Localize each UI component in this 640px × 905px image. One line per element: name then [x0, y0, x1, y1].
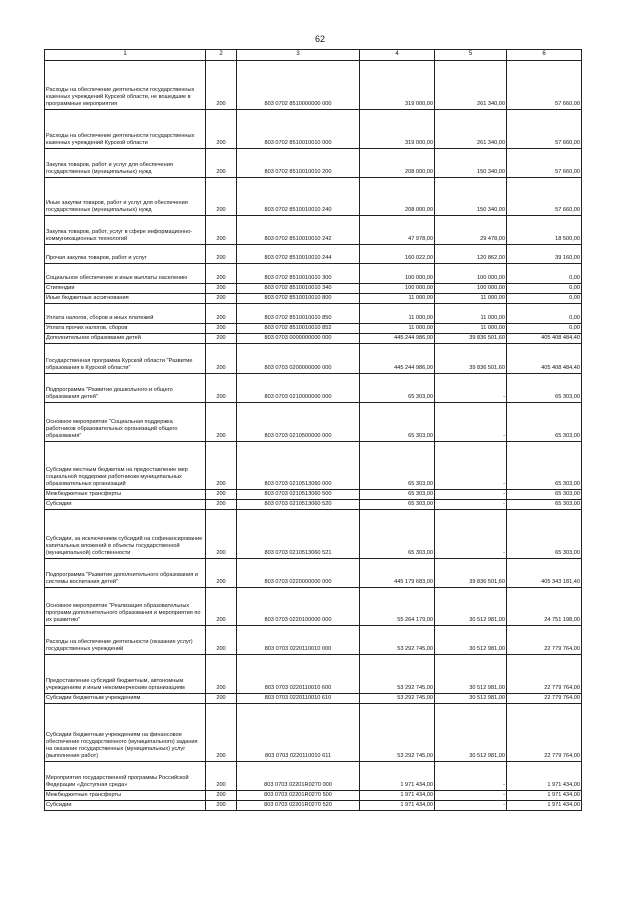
row-name: Стипендии	[45, 284, 206, 294]
row-amount-col4: 445 179 683,00	[360, 559, 435, 588]
row-amount-col5: 30 512 981,00	[435, 626, 507, 655]
table-row	[45, 791, 582, 801]
row-amount-col5: 150 340,00	[435, 178, 507, 216]
row-grbs: 200	[206, 403, 237, 442]
row-name: Социальное обеспечение и иные выплаты населению	[45, 264, 206, 284]
row-amount-col5: 120 862,00	[435, 245, 507, 264]
row-amount-col6: 65 303,00	[507, 510, 582, 559]
table-row	[45, 324, 582, 334]
row-amount-col4: 65 303,00	[360, 490, 435, 500]
row-name: Субсидии бюджетным учреждениям на финансовое обеспечение государственного (муниципального) задания на оказание государственных (муниципальных) услуг (выполнение работ)	[45, 704, 206, 762]
row-amount-col5: 11 000,00	[435, 294, 507, 304]
table-header-row	[45, 50, 582, 61]
table-row	[45, 374, 582, 403]
column-header: 6	[507, 50, 582, 61]
row-grbs: 200	[206, 510, 237, 559]
row-amount-col6: 18 500,00	[507, 216, 582, 245]
row-amount-col6: 65 303,00	[507, 442, 582, 490]
row-grbs: 200	[206, 110, 237, 149]
row-amount-col4: 65 303,00	[360, 510, 435, 559]
row-amount-col5: -	[435, 762, 507, 791]
row-amount-col4: 319 000,00	[360, 61, 435, 110]
table-row	[45, 216, 582, 245]
row-name: Подпрограмма "Развитие дошкольного и общего образования детей"	[45, 374, 206, 403]
row-amount-col4: 53 292 745,00	[360, 694, 435, 704]
row-amount-col4: 11 000,00	[360, 324, 435, 334]
row-amount-col6: 22 779 764,00	[507, 704, 582, 762]
table-row	[45, 442, 582, 490]
row-grbs: 200	[206, 655, 237, 694]
row-grbs: 200	[206, 500, 237, 510]
table-row	[45, 334, 582, 344]
column-header: 2	[206, 50, 237, 61]
row-amount-col6: 22 779 764,00	[507, 655, 582, 694]
row-name: Субсидии	[45, 500, 206, 510]
row-amount-col6: 0,00	[507, 284, 582, 294]
row-amount-col6: 0,00	[507, 294, 582, 304]
row-budget-code: 803 0703 0210000000 000	[237, 374, 360, 403]
row-budget-code: 803 0703 0210513060 000	[237, 442, 360, 490]
row-amount-col4: 53 292 745,00	[360, 626, 435, 655]
row-budget-code: 803 0703 0210513060 520	[237, 500, 360, 510]
table-row	[45, 704, 582, 762]
table-row	[45, 61, 582, 110]
row-amount-col5: 30 512 981,00	[435, 694, 507, 704]
row-amount-col5: 30 512 981,00	[435, 655, 507, 694]
table-row	[45, 500, 582, 510]
row-amount-col5: -	[435, 791, 507, 801]
row-amount-col6: 1 971 434,00	[507, 801, 582, 811]
table-row	[45, 284, 582, 294]
row-amount-col6: 65 303,00	[507, 374, 582, 403]
row-amount-col4: 53 292 745,00	[360, 704, 435, 762]
row-budget-code: 803 0703 02201R0270 000	[237, 762, 360, 791]
column-header: 1	[45, 50, 206, 61]
row-grbs: 200	[206, 61, 237, 110]
row-amount-col5: -	[435, 442, 507, 490]
row-amount-col6: 405 408 484,40	[507, 344, 582, 374]
row-grbs: 200	[206, 626, 237, 655]
row-amount-col4: 1 971 434,00	[360, 762, 435, 791]
row-budget-code: 803 0703 0220000000 000	[237, 559, 360, 588]
row-amount-col4: 100 000,00	[360, 284, 435, 294]
page-number: 62	[314, 34, 325, 44]
row-budget-code: 803 0703 02201R0270 520	[237, 801, 360, 811]
row-amount-col5: 11 000,00	[435, 304, 507, 324]
row-grbs: 200	[206, 264, 237, 284]
row-name: Субсидии бюджетным учреждениям	[45, 694, 206, 704]
table-row	[45, 245, 582, 264]
row-amount-col4: 160 022,00	[360, 245, 435, 264]
row-amount-col6: 57 660,00	[507, 178, 582, 216]
row-amount-col6: 405 408 484,40	[507, 334, 582, 344]
row-amount-col4: 445 244 986,00	[360, 334, 435, 344]
row-grbs: 200	[206, 344, 237, 374]
row-amount-col4: 11 000,00	[360, 294, 435, 304]
row-budget-code: 803 0703 0000000000 000	[237, 334, 360, 344]
column-header: 3	[237, 50, 360, 61]
row-budget-code: 803 0703 0210513060 500	[237, 490, 360, 500]
table-row	[45, 178, 582, 216]
row-amount-col4: 208 000,00	[360, 178, 435, 216]
row-name: Государственная программа Курской области "Развитие образования в Курской области"	[45, 344, 206, 374]
budget-table	[44, 49, 582, 811]
row-amount-col6: 65 303,00	[507, 500, 582, 510]
row-budget-code: 803 0702 8510010010 340	[237, 284, 360, 294]
row-amount-col5: -	[435, 403, 507, 442]
table-row	[45, 403, 582, 442]
row-amount-col5: -	[435, 490, 507, 500]
row-amount-col5: 100 000,00	[435, 264, 507, 284]
row-budget-code: 803 0703 0220110010 000	[237, 626, 360, 655]
row-grbs: 200	[206, 284, 237, 294]
table-row	[45, 344, 582, 374]
row-name: Субсидии, за исключением субсидий на софинансирование капитальных вложений в объекты государственной (муниципальной) собственности	[45, 510, 206, 559]
row-budget-code: 803 0702 8510000000 000	[237, 61, 360, 110]
row-amount-col6: 57 660,00	[507, 149, 582, 178]
row-grbs: 200	[206, 559, 237, 588]
row-amount-col5: 30 512 981,00	[435, 704, 507, 762]
row-name: Субсидии местным бюджетам на предоставление мер социальной поддержки работникам муниципальных образовательных организаций	[45, 442, 206, 490]
row-grbs: 200	[206, 216, 237, 245]
row-budget-code: 803 0702 8510010010 800	[237, 294, 360, 304]
row-name: Закупка товаров, работ и услуг для обеспечения государственных (муниципальных) нужд	[45, 149, 206, 178]
row-name: Расходы на обеспечение деятельности государственных казенных учреждений Курской области, не вошедшие в программные мероприятия	[45, 61, 206, 110]
table-body	[45, 61, 582, 811]
row-budget-code: 803 0702 8510010010 850	[237, 304, 360, 324]
row-amount-col6: 22 779 764,00	[507, 626, 582, 655]
row-name: Закупка товаров, работ, услуг в сфере информационно-коммуникационных технологий	[45, 216, 206, 245]
table-row	[45, 110, 582, 149]
table-row	[45, 559, 582, 588]
row-amount-col6: 65 303,00	[507, 490, 582, 500]
column-header: 5	[435, 50, 507, 61]
row-name: Межбюджетные трансферты	[45, 791, 206, 801]
row-budget-code: 803 0703 0210513060 521	[237, 510, 360, 559]
row-amount-col6: 0,00	[507, 264, 582, 284]
row-amount-col6: 0,00	[507, 304, 582, 324]
row-amount-col4: 55 264 179,00	[360, 588, 435, 626]
row-amount-col4: 65 303,00	[360, 500, 435, 510]
row-grbs: 200	[206, 490, 237, 500]
row-amount-col5: 11 000,00	[435, 324, 507, 334]
row-amount-col6: 24 751 198,00	[507, 588, 582, 626]
table-row	[45, 510, 582, 559]
row-budget-code: 803 0703 0210500000 000	[237, 403, 360, 442]
row-name: Предоставление субсидий бюджетным, автономным учреждениям и иным некоммерческим организациям	[45, 655, 206, 694]
row-amount-col4: 65 303,00	[360, 374, 435, 403]
row-amount-col6: 57 660,00	[507, 110, 582, 149]
table-row	[45, 294, 582, 304]
row-amount-col5: -	[435, 374, 507, 403]
row-name: Основное мероприятие "Социальная поддержка работников образовательных организаций общего образования"	[45, 403, 206, 442]
row-amount-col4: 65 303,00	[360, 403, 435, 442]
row-name: Иные закупки товаров, работ и услуг для обеспечения государственных (муниципальных) нужд	[45, 178, 206, 216]
column-header: 4	[360, 50, 435, 61]
row-grbs: 200	[206, 791, 237, 801]
row-amount-col5: 261 340,00	[435, 61, 507, 110]
row-grbs: 200	[206, 694, 237, 704]
table-row	[45, 762, 582, 791]
row-grbs: 200	[206, 588, 237, 626]
row-amount-col5: 150 340,00	[435, 149, 507, 178]
row-amount-col4: 11 000,00	[360, 304, 435, 324]
row-amount-col4: 208 000,00	[360, 149, 435, 178]
table-row	[45, 626, 582, 655]
row-budget-code: 803 0702 8510010010 200	[237, 149, 360, 178]
row-grbs: 200	[206, 324, 237, 334]
row-budget-code: 803 0703 0220110010 611	[237, 704, 360, 762]
row-amount-col5: 30 512 981,00	[435, 588, 507, 626]
row-amount-col4: 65 303,00	[360, 442, 435, 490]
row-name: Расходы на обеспечение деятельности государственных казенных учреждений Курской области	[45, 110, 206, 149]
table-row	[45, 490, 582, 500]
row-amount-col5: -	[435, 801, 507, 811]
table-row	[45, 264, 582, 284]
row-budget-code: 803 0703 0220100000 000	[237, 588, 360, 626]
row-name: Иные бюджетные ассигнования	[45, 294, 206, 304]
row-grbs: 200	[206, 762, 237, 791]
table-row	[45, 801, 582, 811]
row-amount-col5: -	[435, 510, 507, 559]
row-amount-col5: -	[435, 500, 507, 510]
row-grbs: 200	[206, 334, 237, 344]
table-row	[45, 655, 582, 694]
row-amount-col4: 445 244 986,00	[360, 344, 435, 374]
row-grbs: 200	[206, 374, 237, 403]
row-grbs: 200	[206, 704, 237, 762]
row-amount-col6: 39 160,00	[507, 245, 582, 264]
row-name: Межбюджетные трансферты	[45, 490, 206, 500]
row-amount-col5: 39 836 501,60	[435, 334, 507, 344]
row-amount-col5: 39 836 501,60	[435, 344, 507, 374]
row-budget-code: 803 0702 8510010010 242	[237, 216, 360, 245]
row-amount-col5: 29 478,00	[435, 216, 507, 245]
row-budget-code: 803 0702 8510010010 244	[237, 245, 360, 264]
row-amount-col6: 65 303,00	[507, 403, 582, 442]
row-grbs: 200	[206, 801, 237, 811]
row-budget-code: 803 0703 0200000000 000	[237, 344, 360, 374]
row-amount-col5: 39 836 501,60	[435, 559, 507, 588]
row-amount-col5: 100 000,00	[435, 284, 507, 294]
row-name: Дополнительное образование детей	[45, 334, 206, 344]
table-row	[45, 304, 582, 324]
row-amount-col4: 319 000,00	[360, 110, 435, 149]
row-budget-code: 803 0703 02201R0270 500	[237, 791, 360, 801]
row-name: Прочая закупка товаров, работ и услуг	[45, 245, 206, 264]
row-grbs: 200	[206, 245, 237, 264]
row-amount-col5: 261 340,00	[435, 110, 507, 149]
row-grbs: 200	[206, 178, 237, 216]
row-name: Уплата налогов, сборов и иных платежей	[45, 304, 206, 324]
row-grbs: 200	[206, 149, 237, 178]
row-grbs: 200	[206, 442, 237, 490]
row-amount-col4: 47 978,00	[360, 216, 435, 245]
row-amount-col6: 57 660,00	[507, 61, 582, 110]
row-grbs: 200	[206, 304, 237, 324]
row-name: Уплата прочих налогов, сборов	[45, 324, 206, 334]
row-name: Мероприятия государственной программы Российской Федерации «Доступная среда»	[45, 762, 206, 791]
table-row	[45, 694, 582, 704]
row-amount-col6: 1 971 434,00	[507, 762, 582, 791]
row-amount-col4: 1 971 434,00	[360, 791, 435, 801]
table-row	[45, 588, 582, 626]
row-amount-col4: 1 971 434,00	[360, 801, 435, 811]
row-amount-col6: 405 343 181,40	[507, 559, 582, 588]
row-budget-code: 803 0702 8510010010 852	[237, 324, 360, 334]
row-name: Подпрограмма "Развитие дополнительного образования и системы воспитания детей"	[45, 559, 206, 588]
table-row	[45, 149, 582, 178]
row-name: Субсидии	[45, 801, 206, 811]
row-grbs: 200	[206, 294, 237, 304]
row-budget-code: 803 0702 8510010010 300	[237, 264, 360, 284]
row-budget-code: 803 0703 0220110010 600	[237, 655, 360, 694]
row-name: Основное мероприятие "Реализация образовательных программ дополнительного образования и мероприятия по их развитию"	[45, 588, 206, 626]
row-budget-code: 803 0702 8510010010 240	[237, 178, 360, 216]
row-amount-col4: 100 000,00	[360, 264, 435, 284]
row-amount-col6: 1 971 434,00	[507, 791, 582, 801]
row-amount-col6: 22 779 764,00	[507, 694, 582, 704]
row-budget-code: 803 0702 8510010010 000	[237, 110, 360, 149]
row-budget-code: 803 0703 0220110010 610	[237, 694, 360, 704]
row-name: Расходы на обеспечение деятельности (оказание услуг) государственных учреждений	[45, 626, 206, 655]
row-amount-col6: 0,00	[507, 324, 582, 334]
row-amount-col4: 53 292 745,00	[360, 655, 435, 694]
